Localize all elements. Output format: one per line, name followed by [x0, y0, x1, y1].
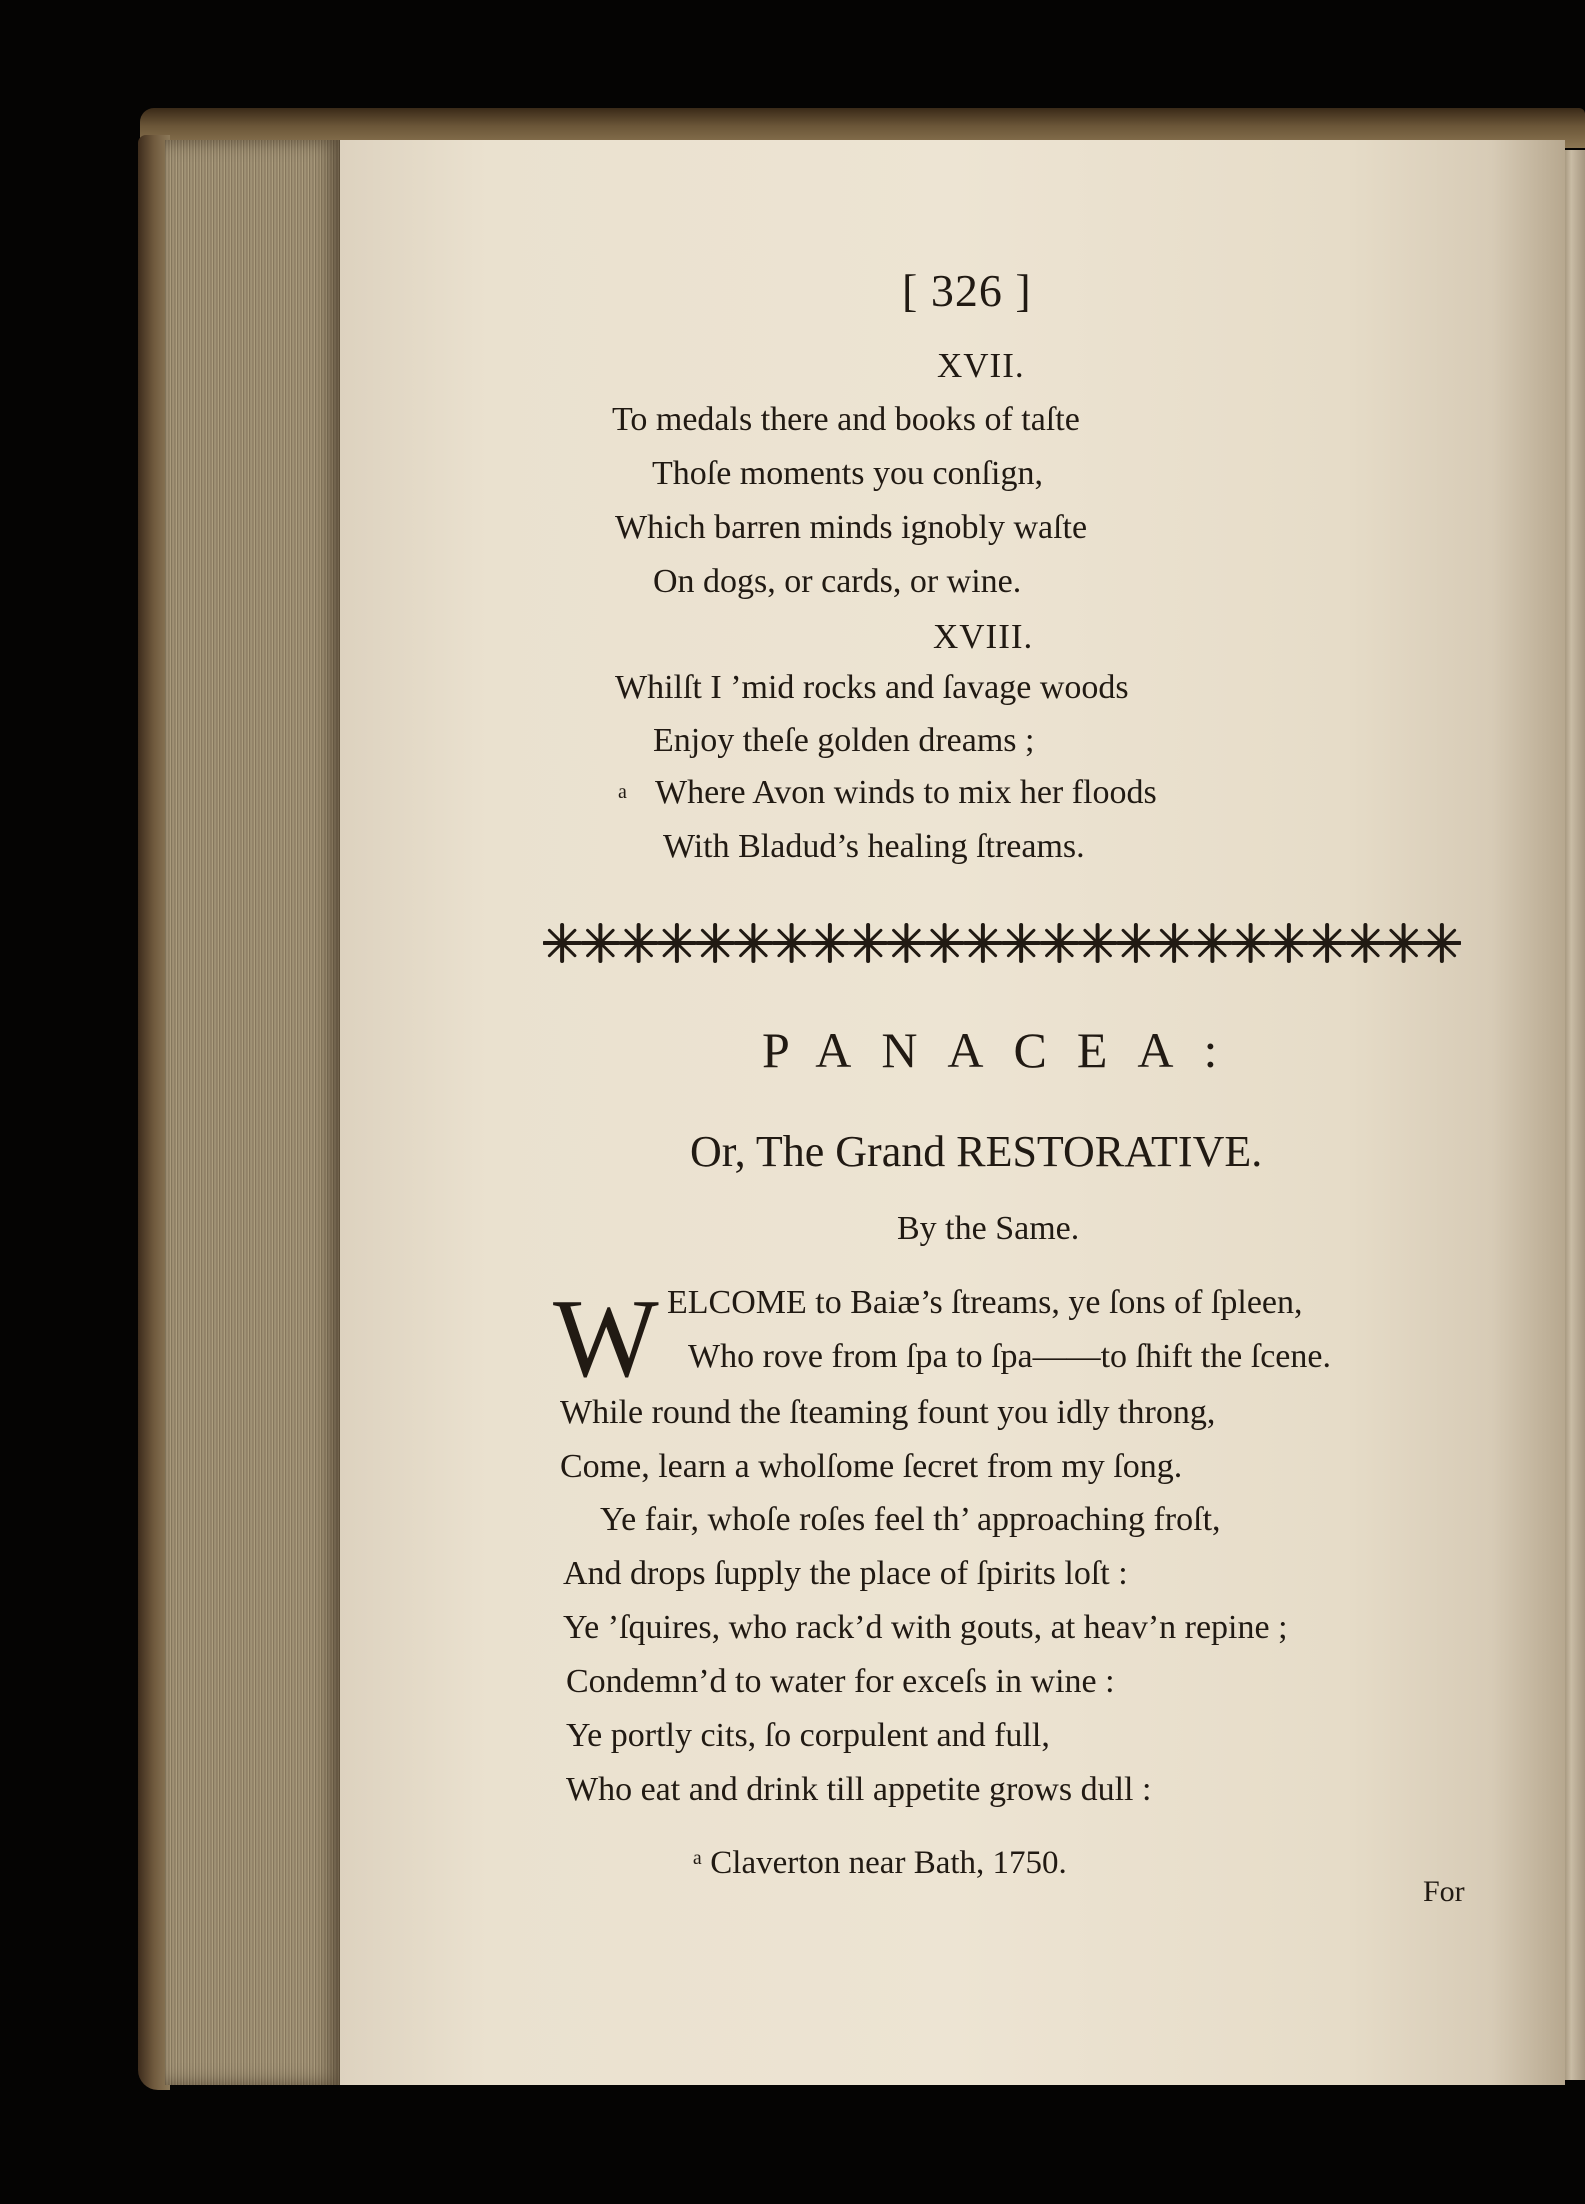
ornament-star [1156, 925, 1192, 961]
poem-line: Who rove from ſpa to ſpa——to ſhift the ſcene. [688, 1338, 1331, 1375]
ornament-star [927, 925, 963, 961]
ornament-star [1233, 925, 1269, 961]
footnote-marker: a [618, 781, 627, 803]
ornament-star [1309, 925, 1345, 961]
page-block-edges [165, 140, 343, 2085]
stanza-17-line: On dogs, or cards, or wine. [653, 563, 1022, 600]
ornament-star [1271, 925, 1307, 961]
poem-line: Who eat and drink till appetite grows dull : [566, 1771, 1152, 1808]
ornament-star [812, 925, 848, 961]
ornament-star [1118, 925, 1154, 961]
stanza-17-line: Which barren minds ignobly waſte [615, 509, 1088, 546]
drop-cap: W [553, 1277, 659, 1401]
ornament-star [735, 925, 771, 961]
poem-byline: By the Same. [897, 1210, 1080, 1247]
ornament-star [1386, 925, 1422, 961]
poem-line: While round the ſteaming fount you idly throng, [560, 1394, 1216, 1431]
ornament-star [1347, 925, 1383, 961]
ornament-star [850, 925, 886, 961]
stanza-18-line: With Bladud’s healing ſtreams. [663, 828, 1085, 865]
ornament-star [621, 925, 657, 961]
ornament-star [1194, 925, 1230, 961]
stanza-18-line: Enjoy theſe golden dreams ; [653, 722, 1035, 759]
ornament-star [1003, 925, 1039, 961]
poem-line: Ye ’ſquires, who rack’d with gouts, at heav’n repine ; [563, 1609, 1288, 1646]
poem-line: Come, learn a wholſome ſecret from my ſong. [560, 1448, 1183, 1485]
poem-line: Ye fair, whoſe roſes feel th’ approaching froſt, [600, 1501, 1221, 1538]
ornament-star [965, 925, 1001, 961]
ornament-star [888, 925, 924, 961]
stanza-18-line: Where Avon winds to mix her floods [655, 774, 1157, 811]
poem-line: Ye portly cits, ſo corpulent and full, [566, 1717, 1050, 1754]
stanza-17-numeral: XVII. [937, 346, 1025, 385]
ornament-star [774, 925, 810, 961]
ornament-star [544, 925, 580, 961]
footnote: ᵃ Claverton near Bath, 1750. [693, 1845, 1067, 1881]
ornament-star [1424, 925, 1460, 961]
poem-line: Condemn’d to water for exceſs in wine : [566, 1663, 1115, 1700]
stanza-18-numeral: XVIII. [933, 617, 1034, 656]
page-folio: [ 326 ] [902, 265, 1032, 316]
poem-first-line: ELCOME to Baiæ’s ſtreams, ye ſons of ſpleen, [667, 1284, 1303, 1321]
ornamental-divider [543, 917, 1461, 969]
ornament-star [697, 925, 733, 961]
stanza-18-line: Whilſt I ’mid rocks and ſavage woods [615, 669, 1129, 706]
stanza-17-line: To medals there and books of taſte [612, 401, 1080, 438]
poem-line: And drops ſupply the place of ſpirits loſt : [563, 1555, 1128, 1592]
ornament-star [582, 925, 618, 961]
ornament-star [659, 925, 695, 961]
poem-subtitle: Or, The Grand RESTORATIVE. [690, 1127, 1263, 1176]
stanza-17-line: Thoſe moments you conſign, [652, 455, 1043, 492]
ornament-star [1080, 925, 1116, 961]
poem-title: PANACEA: [762, 1022, 1248, 1078]
ornament-star [1041, 925, 1077, 961]
catchword: For [1423, 1875, 1465, 1908]
